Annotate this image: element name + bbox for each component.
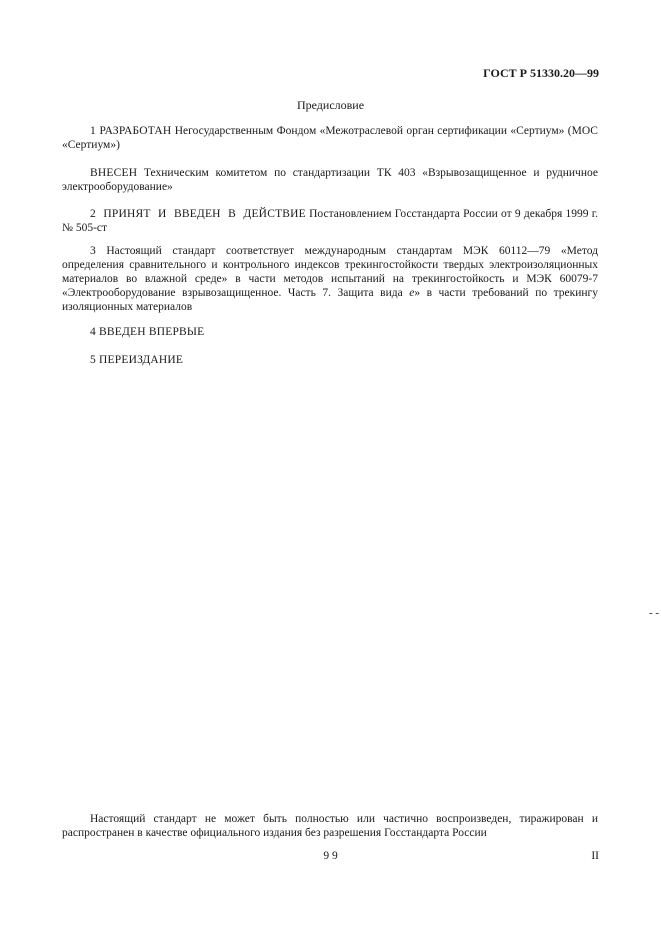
first-introduced-text: 4 ВВЕДЕН ВПЕРВЫЕ — [90, 326, 205, 338]
copyright-notice-text: Настоящий стандарт не может быть полностью или частично воспроизведен, тиражирован и распространен в качестве официального издания без разрешения Госстандарта России — [62, 813, 598, 839]
introduced-text: Техническим комитетом по стандартизации ТК 403 «Взрывозащищенное и рудничное электрооборудование» — [62, 167, 598, 193]
copyright-notice — [62, 812, 598, 840]
standard-code: ГОСТ Р 51330.20—99 — [483, 66, 599, 80]
conformity-text-a: 3 Настоящий стандарт соответствует международным стандартам МЭК 60112—79 «Метод определения сравнительного и контрольного индексов трекингостойкости твердых электроизоляционных материалов во влажной среде» в части методов испытаний на трекингостойкость и МЭК 60079-7 «Электрооборудование взрывозащищенное. Часть 7. Защита вида — [62, 245, 598, 299]
paragraph-reissue — [62, 353, 598, 367]
paragraph-conformity — [62, 244, 598, 314]
developed-label: 1 РАЗРАБОТАН — [90, 125, 172, 137]
adopted-label: 2 ПРИНЯТ И ВВЕДЕН В ДЕЙСТВИЕ — [90, 208, 306, 220]
protection-type-e: е — [409, 287, 415, 299]
conformity-text-b: » в части требований по трекингу изоляционных материалов — [62, 287, 598, 313]
reissue-text: 5 ПЕРЕИЗДАНИЕ — [90, 354, 184, 366]
developed-text: Негосударственным Фондом «Межотраслевой орган сертификации «Сертиум» (МОС «Сертиум») — [62, 125, 598, 151]
footer-mark: 9 9 — [323, 850, 338, 862]
paragraph-first-introduced — [62, 325, 598, 339]
adopted-text: Постановлением Госстандарта России от 9 декабря 1999 г. № 505-ст — [62, 208, 598, 234]
margin-mark: - - — [649, 607, 660, 619]
page-number: II — [591, 850, 599, 862]
paragraph-introduced — [62, 166, 598, 194]
introduced-label: ВНЕСЕН — [90, 167, 138, 179]
paragraph-developed — [62, 124, 598, 152]
paragraph-adopted — [62, 207, 598, 235]
section-title: Предисловие — [296, 98, 365, 112]
